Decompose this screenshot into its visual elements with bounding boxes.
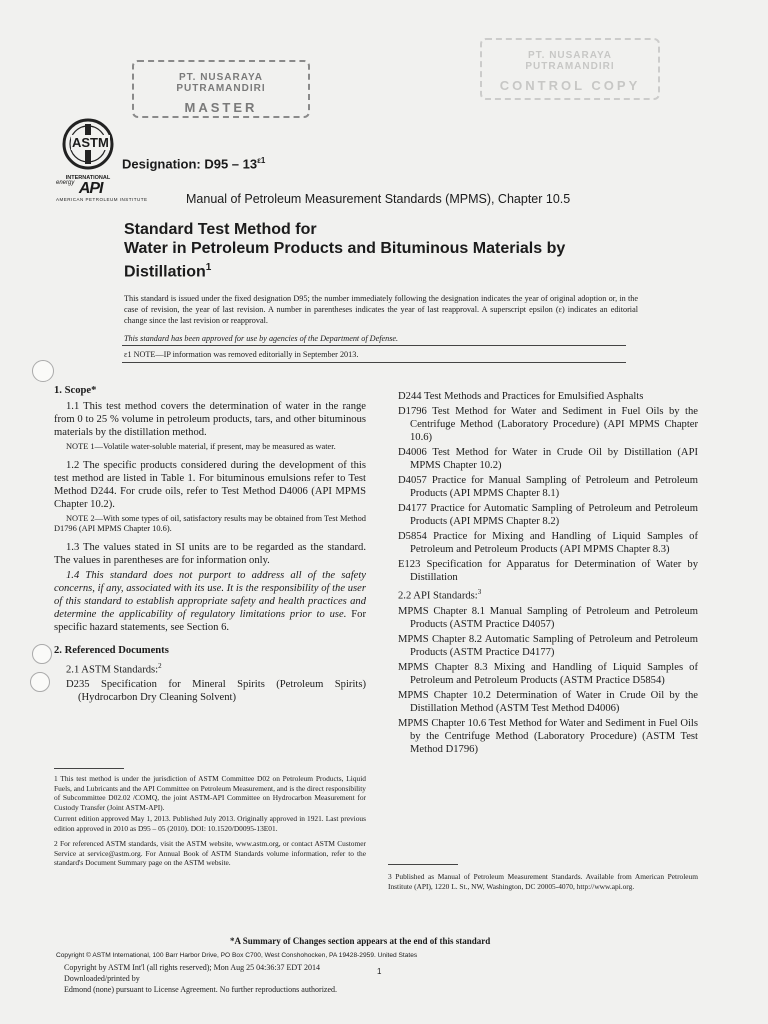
footnote-divider bbox=[388, 864, 458, 865]
footnote-ref: 2 bbox=[158, 661, 162, 670]
epsilon-note: ε1 NOTE—IP information was removed editorially in September 2013. bbox=[124, 350, 359, 359]
designation bbox=[122, 156, 265, 171]
astm-logo-sub: INTERNATIONAL bbox=[65, 175, 111, 181]
title-line: Water in Petroleum Products and Bituminous Materials by bbox=[124, 240, 566, 257]
safety-statement: 1.4 This standard does not purport to address all of the safety concerns, if any, associated with its use. It is the responsibility of the user of this standard to establish appropriate safety and health practices and determine the applicability of regulatory limitations prior to use. bbox=[54, 569, 366, 620]
reference-item: D244 Test Methods and Practices for Emulsified Asphalts bbox=[398, 391, 644, 402]
designation-sup: ε1 bbox=[257, 156, 266, 165]
footnote: 3 Published as Manual of Petroleum Measurement Standards. Available from American Petroleum Institute (API), 1220 L. St., NW, Washington, DC 20005-4070, http://www.api.org. bbox=[388, 872, 698, 891]
binder-hole bbox=[32, 644, 52, 664]
title-line: Distillation bbox=[124, 263, 206, 281]
issue-note: This standard is issued under the fixed designation D95; the number immediately following the designation indicates the year of original adoption or, in the case of revision, the year of last revision. A number in parentheses indicates the year of last reapproval. A superscript epsilon (ε) indicates an editorial change since the last revision or reapproval. bbox=[124, 294, 638, 325]
api-reference-item: MPMS Chapter 8.2 Automatic Sampling of Petroleum and Petroleum Products (ASTM Practice D4177) bbox=[398, 633, 698, 658]
note: NOTE 1—Volatile water-soluble material, if present, may be measured as water. bbox=[66, 442, 336, 451]
stamp-label: MASTER bbox=[184, 100, 258, 115]
mpms-chapter: Manual of Petroleum Measurement Standards (MPMS), Chapter 10.5 bbox=[186, 192, 571, 206]
reference-item: D4006 Test Method for Water in Crude Oil by Distillation (API MPMS Chapter 10.2) bbox=[398, 447, 698, 471]
reference-item: D5854 Practice for Mixing and Handling of Liquid Samples of Petroleum and Petroleum Products (API MPMS Chapter 8.3) bbox=[398, 531, 698, 555]
license-line: Edmond (none) pursuant to License Agreement. No further reproductions authorized. bbox=[64, 985, 338, 994]
reference-item: D1796 Test Method for Water and Sediment in Fuel Oils by the Centrifuge Method (Laboratory Procedure) (API MPMS Chapter 10.6) bbox=[398, 406, 698, 443]
api-reference-item: MPMS Chapter 8.3 Mixing and Handling of Liquid Samples of Petroleum and Petroleum Products (ASTM Practice D5854) bbox=[398, 661, 698, 686]
reference-item: D4177 Practice for Automatic Sampling of Petroleum and Petroleum Products (API MPMS Chapter 8.2) bbox=[398, 503, 698, 527]
reference-item: E123 Specification for Apparatus for Determination of Water by Distillation bbox=[398, 559, 698, 583]
note: NOTE 2—With some types of oil, satisfactory results may be obtained from Test Method D1796 (API MPMS Chapter 10.6). bbox=[54, 513, 366, 533]
left-column bbox=[54, 384, 366, 706]
document-title bbox=[124, 220, 724, 281]
divider bbox=[122, 362, 626, 363]
astm-standards-label: 2.1 ASTM Standards: bbox=[66, 664, 159, 676]
astm-logo-text: ASTM bbox=[72, 135, 109, 150]
master-stamp bbox=[132, 60, 310, 118]
safety-tail: For specific hazard statements, see Section 6. bbox=[54, 608, 366, 633]
footnote: 1 This test method is under the jurisdiction of ASTM Committee D02 on Petroleum Products, Liquid Fuels, and Lubricants and the API Committee on Petroleum Measurement, and is the direct responsibility of Subcommittee D02.02 /COMQ, the joint ASTM-API Committee on Hydrocarbon Measurement for Custody Transfer (Joint ASTM-API). bbox=[54, 774, 366, 812]
api-reference-item: MPMS Chapter 8.1 Manual Sampling of Petroleum and Petroleum Products (ASTM Practice D4057) bbox=[398, 605, 698, 630]
title-sup: 1 bbox=[205, 262, 212, 273]
astm-logo bbox=[58, 118, 118, 180]
footnote-divider bbox=[54, 768, 124, 769]
stamp-label: CONTROL COPY bbox=[499, 78, 641, 93]
paragraph: 1.3 The values stated in SI units are to be regarded as the standard. The values in parentheses are for information only. bbox=[54, 541, 366, 566]
api-logo bbox=[56, 180, 176, 204]
paragraph: 1.2 The specific products considered during the development of this test method are listed in Table 1. For bituminous emulsions refer to Test Method D244. For crude oils, refer to Test Method D4006 (API MPMS Chapter 10.2). bbox=[54, 459, 366, 510]
api-reference-item: MPMS Chapter 10.6 Test Method for Water and Sediment in Fuel Oils by the Centrifuge Method (Laboratory Procedure) (ASTM Test Method D1796) bbox=[398, 717, 698, 755]
summary-note: *A Summary of Changes section appears at the end of this standard bbox=[230, 936, 491, 946]
divider bbox=[122, 345, 626, 346]
api-standards-label bbox=[398, 586, 698, 603]
footnote: 2 For referenced ASTM standards, visit the ASTM website, www.astm.org, or contact ASTM Customer Service at service@astm.org. For Annual Book of ASTM Standards volume information, refer to the standard's Document Summary page on the ASTM website. bbox=[54, 839, 366, 867]
license-line: Copyright by ASTM Int'l (all rights reserved); Mon Aug 25 04:36:37 EDT 2014 bbox=[64, 963, 320, 972]
designation-text: Designation: D95 – 13 bbox=[122, 156, 258, 172]
page-number: 1 bbox=[377, 967, 382, 976]
api-logo-prefix: energy bbox=[56, 180, 75, 186]
stamp-company: PT. NUSARAYA PUTRAMANDIRI bbox=[525, 50, 615, 72]
api-logo-text: API bbox=[78, 180, 103, 197]
reference-item: D4057 Practice for Manual Sampling of Petroleum and Petroleum Products (API MPMS Chapter 8.1) bbox=[398, 475, 698, 499]
api-logo-sub: AMERICAN PETROLEUM INSTITUTE bbox=[56, 197, 148, 202]
paragraph bbox=[54, 569, 366, 634]
copyright-line: Copyright © ASTM International, 100 Barr Harbor Drive, PO Box C700, West Conshohocken, PA 19428-2959. United States bbox=[56, 952, 418, 959]
title-line: Standard Test Method for bbox=[124, 221, 317, 238]
api-standards-text: 2.2 API Standards: bbox=[398, 590, 478, 602]
paragraph: 1.1 This test method covers the determination of water in the range from 0 to 25 % volume in petroleum products, tars, and other bituminous materials by the distillation method. bbox=[54, 401, 366, 438]
footnote: Current edition approved May 1, 2013. Published July 2013. Originally approved in 1921. Last previous edition approved in 2010 as D95 – 05 (2010). DOI: 10.1520/D0095-13E01. bbox=[54, 814, 366, 833]
defense-note: This standard has been approved for use by agencies of the Department of Defense. bbox=[124, 334, 399, 343]
binder-hole bbox=[32, 360, 54, 382]
paragraph bbox=[54, 660, 366, 677]
reference-item: D235 Specification for Mineral Spirits (Petroleum Spirits) (Hydrocarbon Dry Cleaning Solvent) bbox=[66, 679, 366, 704]
right-column bbox=[398, 390, 698, 758]
stamp-company: PT. NUSARAYA PUTRAMANDIRI bbox=[176, 72, 266, 94]
footnote-ref: 3 bbox=[477, 588, 482, 596]
section-heading: 1. Scope* bbox=[54, 385, 97, 396]
license-line: Downloaded/printed by bbox=[64, 974, 140, 983]
section-heading: 2. Referenced Documents bbox=[54, 644, 169, 656]
left-footnotes bbox=[54, 774, 366, 868]
binder-hole bbox=[30, 672, 50, 692]
api-reference-item: MPMS Chapter 10.2 Determination of Water in Crude Oil by the Distillation Method (ASTM Test Method D4006) bbox=[398, 689, 698, 714]
control-copy-stamp bbox=[480, 38, 660, 100]
